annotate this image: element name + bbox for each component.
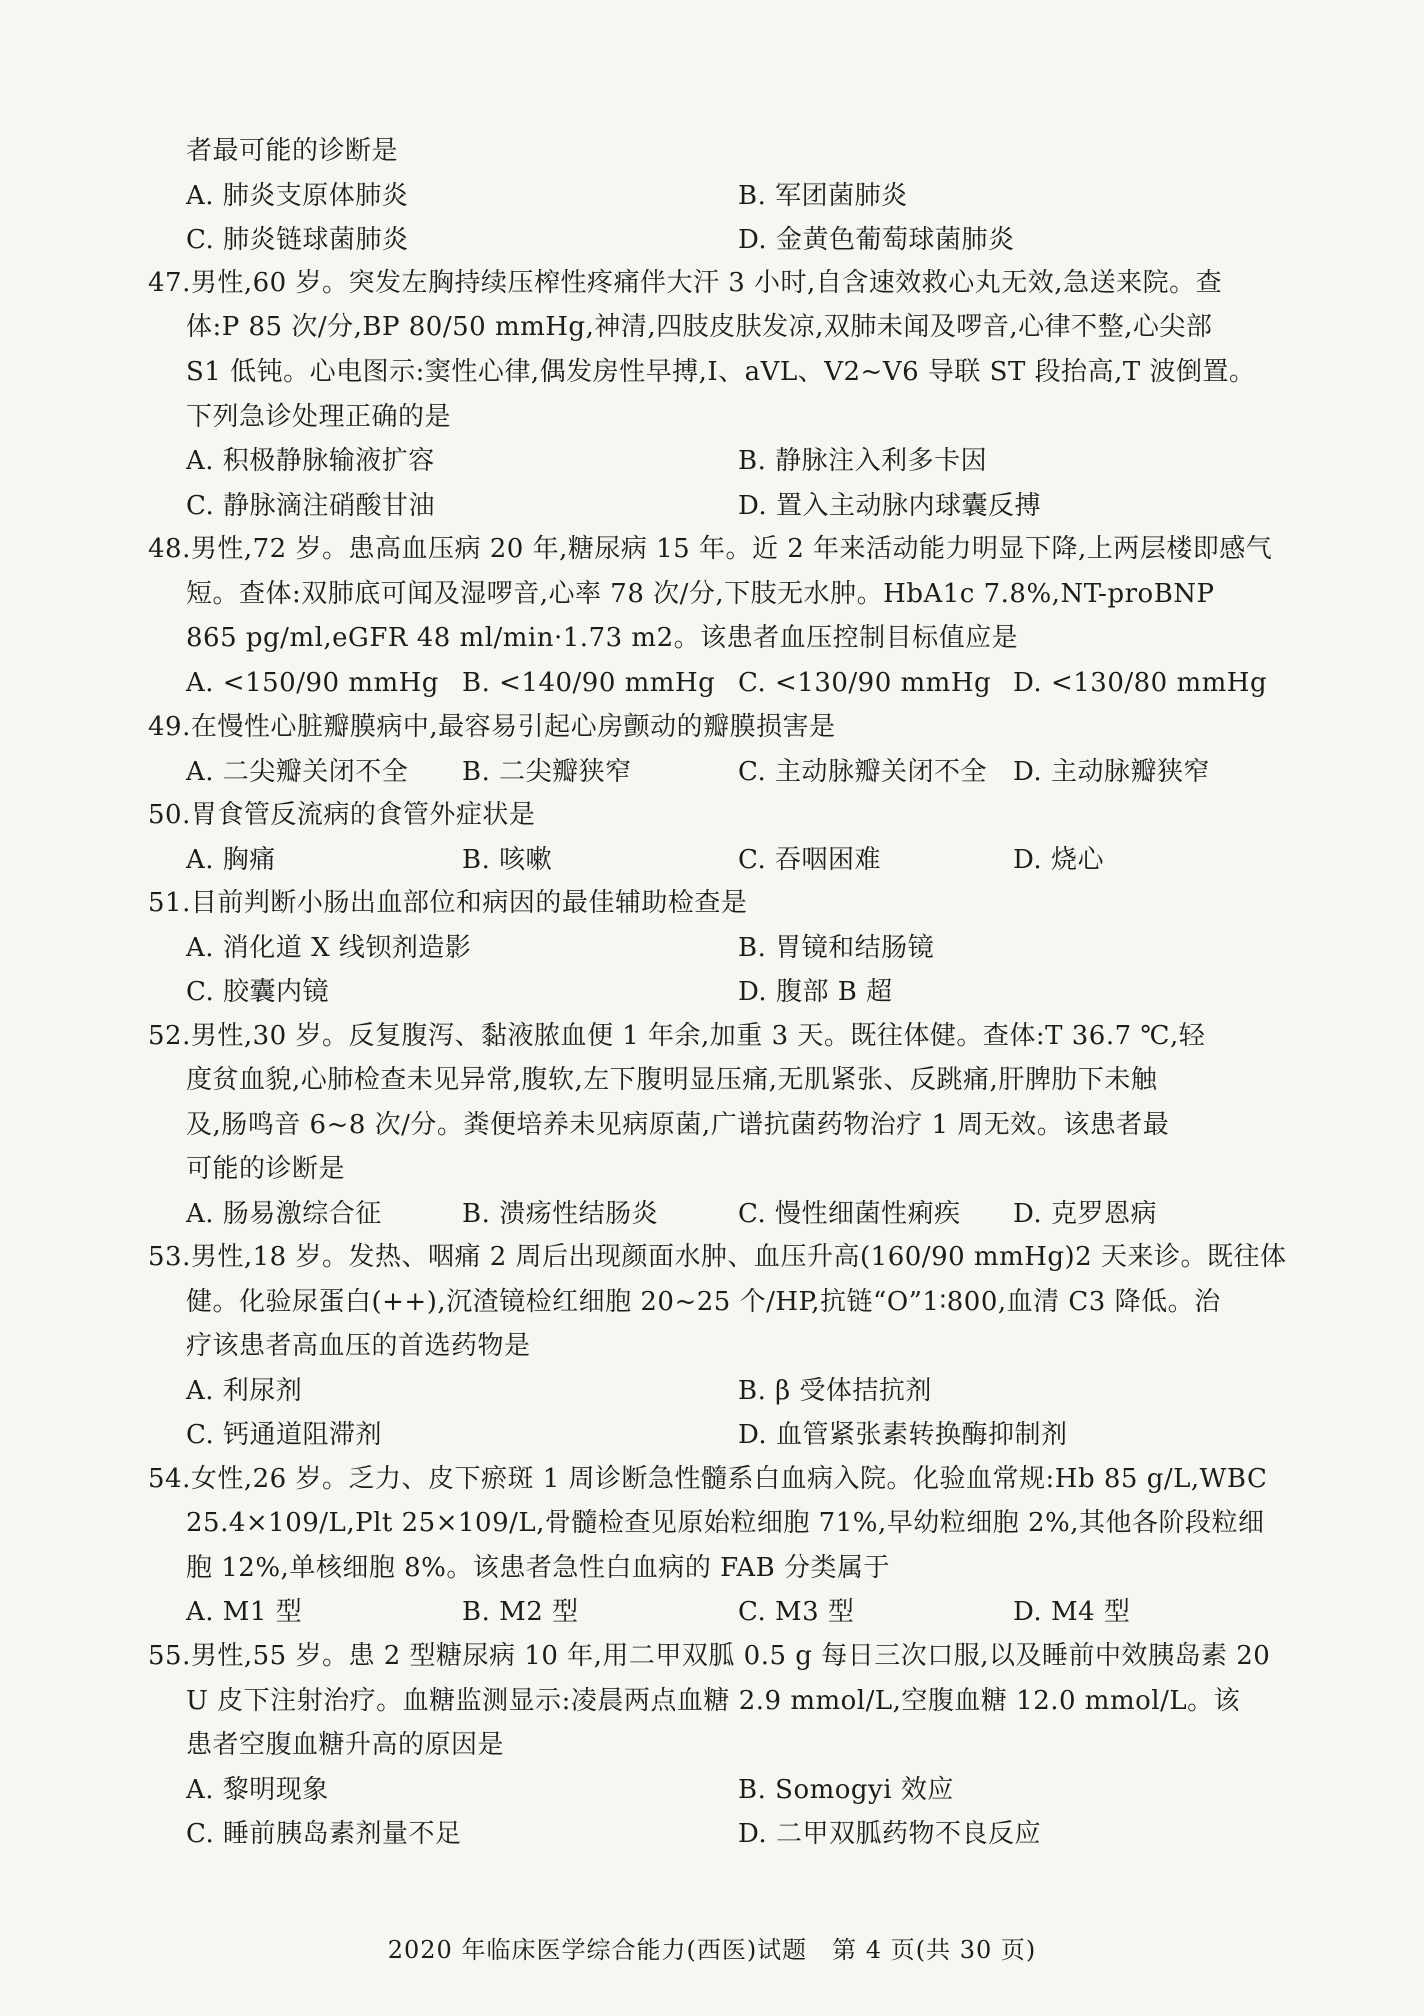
q55-line-1: 55.男性,55 岁。患 2 型糖尿病 10 年,用二甲双胍 0.5 g 每日三次口服,以及睡前中效胰岛素 20 bbox=[148, 1641, 1271, 1671]
q46-option-c: C. 肺炎链球菌肺炎 bbox=[186, 225, 409, 255]
q52-option-b: B. 溃疡性结肠炎 bbox=[462, 1199, 659, 1229]
q50-option-d: D. 烧心 bbox=[1013, 845, 1104, 875]
q47-option-d: D. 置入主动脉内球囊反搏 bbox=[738, 491, 1041, 521]
q54-line-1: 54.女性,26 岁。乏力、皮下瘀斑 1 周诊断急性髓系白血病入院。化验血常规:Hb 85 g/L,WBC bbox=[148, 1464, 1268, 1494]
q53-option-a: A. 利尿剂 bbox=[186, 1376, 303, 1406]
q48-option-c: C. <130/90 mmHg bbox=[738, 668, 992, 698]
q48-option-d: D. <130/80 mmHg bbox=[1013, 668, 1268, 698]
q50-option-c: C. 吞咽困难 bbox=[738, 845, 881, 875]
q54-option-c: C. M3 型 bbox=[738, 1597, 855, 1627]
q48-option-a: A. <150/90 mmHg bbox=[186, 668, 439, 698]
q52-line-1: 52.男性,30 岁。反复腹泻、黏液脓血便 1 年余,加重 3 天。既往体健。查体:T 36.7 ℃,轻 bbox=[148, 1021, 1206, 1051]
q55-line-3: 患者空腹血糖升高的原因是 bbox=[186, 1730, 505, 1760]
q51-option-c: C. 胶囊内镜 bbox=[186, 977, 329, 1007]
q47-option-b: B. 静脉注入利多卡因 bbox=[738, 446, 988, 476]
q46-option-a: A. 肺炎支原体肺炎 bbox=[186, 181, 409, 211]
q49-option-b: B. 二尖瓣狭窄 bbox=[462, 757, 632, 787]
q54-option-a: A. M1 型 bbox=[186, 1597, 303, 1627]
q46-option-d: D. 金黄色葡萄球菌肺炎 bbox=[738, 225, 1015, 255]
q48-line-1: 48.男性,72 岁。患高血压病 20 年,糖尿病 15 年。近 2 年来活动能力明显下降,上两层楼即感气 bbox=[148, 534, 1273, 564]
q47-line-4: 下列急诊处理正确的是 bbox=[186, 402, 452, 432]
q47-line-2: 体:P 85 次/分,BP 80/50 mmHg,神清,四肢皮肤发凉,双肺未闻及啰音,心律不整,心尖部 bbox=[186, 312, 1213, 342]
q52-line-2: 度贫血貌,心肺检查未见异常,腹软,左下腹明显压痛,无肌紧张、反跳痛,肝脾肋下未触 bbox=[186, 1065, 1158, 1095]
q48-line-2: 短。查体:双肺底可闻及湿啰音,心率 78 次/分,下肢无水肿。HbA1c 7.8%,NT-proBNP bbox=[186, 579, 1215, 609]
q53-line-3: 疗该患者高血压的首选药物是 bbox=[186, 1331, 531, 1361]
q52-option-c: C. 慢性细菌性痢疾 bbox=[738, 1199, 961, 1229]
q47-option-c: C. 静脉滴注硝酸甘油 bbox=[186, 491, 435, 521]
q55-option-d: D. 二甲双胍药物不良反应 bbox=[738, 1819, 1041, 1849]
q50-line-1: 50.胃食管反流病的食管外症状是 bbox=[148, 800, 536, 830]
q55-option-b: B. Somogyi 效应 bbox=[738, 1775, 954, 1805]
q52-option-d: D. 克罗恩病 bbox=[1013, 1199, 1157, 1229]
q47-line-3: S1 低钝。心电图示:窦性心律,偶发房性早搏,Ⅰ、aVL、V2~V6 导联 ST 段抬高,T 波倒置。 bbox=[186, 357, 1256, 387]
q55-line-2: U 皮下注射治疗。血糖监测显示:凌晨两点血糖 2.9 mmol/L,空腹血糖 12.0 mmol/L。该 bbox=[186, 1686, 1241, 1716]
q53-option-c: C. 钙通道阻滞剂 bbox=[186, 1420, 382, 1450]
q53-line-2: 健。化验尿蛋白(++),沉渣镜检红细胞 20~25 个/HP,抗链“O”1∶800,血清 C3 降低。治 bbox=[186, 1287, 1221, 1317]
q51-option-a: A. 消化道 X 线钡剂造影 bbox=[186, 933, 472, 963]
q53-option-b: B. β 受体拮抗剂 bbox=[738, 1376, 932, 1406]
q55-option-c: C. 睡前胰岛素剂量不足 bbox=[186, 1819, 462, 1849]
q54-line-2: 25.4×109/L,Plt 25×109/L,骨髓检查见原始粒细胞 71%,早幼粒细胞 2%,其他各阶段粒细 bbox=[186, 1508, 1265, 1538]
q54-option-d: D. M4 型 bbox=[1013, 1597, 1131, 1627]
q49-option-c: C. 主动脉瓣关闭不全 bbox=[738, 757, 987, 787]
question-46-stem: 者最可能的诊断是 bbox=[186, 136, 399, 166]
q47-line-1: 47.男性,60 岁。突发左胸持续压榨性疼痛伴大汗 3 小时,自含速效救心丸无效,急送来院。查 bbox=[148, 268, 1223, 298]
q53-line-1: 53.男性,18 岁。发热、咽痛 2 周后出现颜面水肿、血压升高(160/90 mmHg)2 天来诊。既往体 bbox=[148, 1242, 1287, 1272]
q49-line-1: 49.在慢性心脏瓣膜病中,最容易引起心房颤动的瓣膜损害是 bbox=[148, 712, 836, 742]
q49-option-a: A. 二尖瓣关闭不全 bbox=[186, 757, 409, 787]
q51-line-1: 51.目前判断小肠出血部位和病因的最佳辅助检查是 bbox=[148, 888, 748, 918]
q50-option-b: B. 咳嗽 bbox=[462, 845, 553, 875]
q52-line-3: 及,肠鸣音 6~8 次/分。粪便培养未见病原菌,广谱抗菌药物治疗 1 周无效。该患者最 bbox=[186, 1110, 1170, 1140]
q46-option-b: B. 军团菌肺炎 bbox=[738, 181, 908, 211]
q54-option-b: B. M2 型 bbox=[462, 1597, 579, 1627]
q55-option-a: A. 黎明现象 bbox=[186, 1775, 329, 1805]
q47-option-a: A. 积极静脉输液扩容 bbox=[186, 446, 435, 476]
q50-option-a: A. 胸痛 bbox=[186, 845, 276, 875]
q52-line-4: 可能的诊断是 bbox=[186, 1154, 346, 1184]
q48-line-3: 865 pg/ml,eGFR 48 ml/min·1.73 m2。该患者血压控制目标值应是 bbox=[186, 623, 1019, 653]
q48-option-b: B. <140/90 mmHg bbox=[462, 668, 716, 698]
q49-option-d: D. 主动脉瓣狭窄 bbox=[1013, 757, 1210, 787]
q51-option-b: B. 胃镜和结肠镜 bbox=[738, 933, 935, 963]
q53-option-d: D. 血管紧张素转换酶抑制剂 bbox=[738, 1420, 1068, 1450]
q51-option-d: D. 腹部 B 超 bbox=[738, 977, 893, 1007]
q54-line-3: 胞 12%,单核细胞 8%。该患者急性白血病的 FAB 分类属于 bbox=[186, 1553, 891, 1583]
q52-option-a: A. 肠易激综合征 bbox=[186, 1199, 382, 1229]
page-footer: 2020 年临床医学综合能力(西医)试题 第 4 页(共 30 页) bbox=[387, 1936, 1037, 1964]
